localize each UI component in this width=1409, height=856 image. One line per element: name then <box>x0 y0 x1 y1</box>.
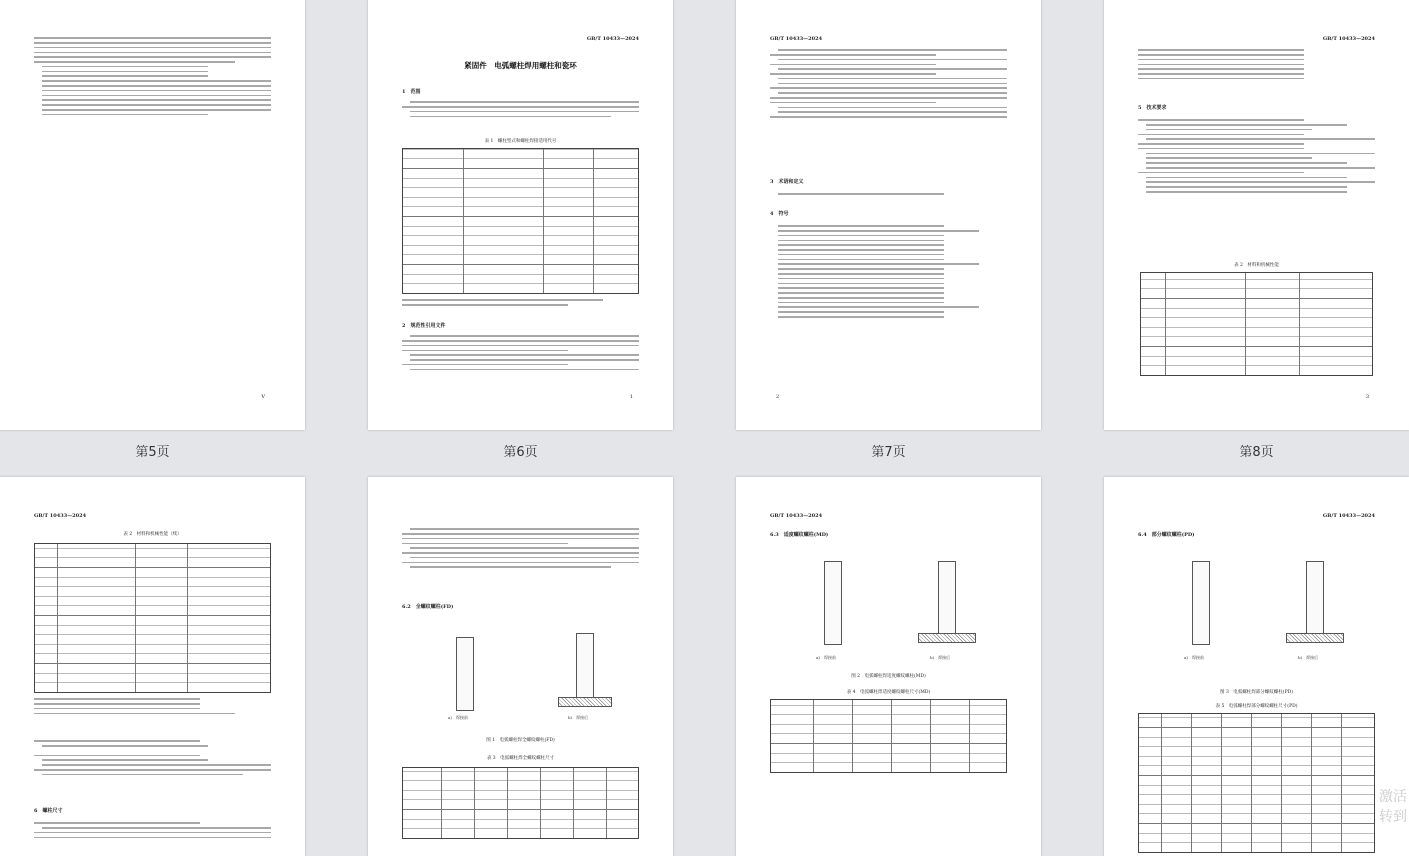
figure-subcaption-a: a) 焊接前 <box>448 715 468 720</box>
section-text <box>34 737 271 778</box>
document-page-12[interactable] <box>1104 477 1409 856</box>
section-heading: 3 术语和定义 <box>770 179 804 185</box>
section-heading: 6 螺柱尺寸 <box>34 808 63 814</box>
base-plate <box>1286 633 1344 643</box>
page-header: GB/T 10433—2024 <box>770 36 823 42</box>
page-label-5[interactable]: 第5页 <box>135 445 170 460</box>
section-heading: 6.3 适度螺纹螺柱(MD) <box>770 532 829 538</box>
base-plate <box>558 697 612 707</box>
table-1 <box>402 148 639 294</box>
table-2-continued <box>34 543 271 693</box>
table-footnotes <box>402 296 639 309</box>
page-number: 2 <box>776 394 780 400</box>
section-heading: 2 规范性引用文件 <box>402 323 446 329</box>
table-2 <box>1140 272 1373 376</box>
figure-subcaption-b: b) 焊接后 <box>1298 655 1319 660</box>
section-heading: 4 符号 <box>770 211 789 217</box>
symbol-list <box>1138 46 1375 83</box>
page-label-7[interactable]: 第7页 <box>871 445 906 460</box>
figure-subcaption-b: b) 焊接后 <box>568 715 589 720</box>
document-title: 紧固件 电弧螺柱焊用螺柱和瓷环 <box>464 61 577 70</box>
stud-after-weld <box>938 561 956 635</box>
section-heading: 6.4 部分螺纹螺柱(PD) <box>1138 532 1195 538</box>
document-page-11[interactable] <box>736 477 1041 856</box>
stud-after-weld <box>1306 561 1324 635</box>
stud-before-weld <box>1192 561 1210 645</box>
figure-2 <box>776 543 1001 667</box>
page-header: GB/T 10433—2024 <box>1322 36 1375 42</box>
stud-before-weld <box>824 561 842 645</box>
figure-subcaption-a: a) 焊接前 <box>1184 655 1204 660</box>
document-page-10[interactable] <box>368 477 673 856</box>
figure-subcaption-b: b) 焊接后 <box>930 655 951 660</box>
activation-watermark: 激活 转到 <box>1379 789 1407 825</box>
document-page-7[interactable] <box>736 0 1041 430</box>
figure-3 <box>1144 543 1369 667</box>
table-4 <box>770 699 1007 773</box>
page-label-6[interactable]: 第6页 <box>503 445 538 460</box>
table-caption: 表 5 电弧螺柱焊部分螺纹螺柱尺寸(PD) <box>1215 704 1298 709</box>
section-heading: 6.2 全螺纹螺柱(FD) <box>402 604 454 610</box>
table-caption: 表 2 材料和机械性能（续） <box>123 532 182 537</box>
section-heading: 1 范围 <box>402 89 421 95</box>
table-3 <box>402 767 639 839</box>
page-header: GB/T 10433—2024 <box>770 513 823 519</box>
document-page-8[interactable] <box>1104 0 1409 430</box>
page-header: GB/T 10433—2024 <box>34 513 87 519</box>
page-body-text <box>34 34 271 118</box>
document-page-5[interactable] <box>0 0 305 430</box>
figure-subcaption-a: a) 焊接前 <box>816 655 836 660</box>
figure-caption: 图 2 电弧螺柱焊适度螺纹螺柱(MD) <box>851 674 926 679</box>
page-label-8[interactable]: 第8页 <box>1239 445 1274 460</box>
table-caption: 表 1 螺柱型式和螺柱焊接适用代号 <box>484 139 557 144</box>
section-text <box>770 190 1007 198</box>
section-text <box>1138 116 1375 196</box>
table-caption: 表 3 电弧螺柱焊全螺纹螺柱尺寸 <box>486 756 555 761</box>
page-header: GB/T 10433—2024 <box>1322 513 1375 519</box>
page-header: GB/T 10433—2024 <box>586 36 639 42</box>
page-body-text <box>770 46 1007 121</box>
document-page-9[interactable] <box>0 477 305 856</box>
table-caption: 表 2 材料和机械性能 <box>1234 263 1279 268</box>
figure-caption: 图 3 电弧螺柱焊部分螺纹螺柱(PD) <box>1220 690 1293 695</box>
stud-after-weld <box>576 633 594 699</box>
figure-1 <box>408 617 633 727</box>
table-5 <box>1138 713 1375 853</box>
base-plate <box>918 633 976 643</box>
section-text <box>34 819 271 841</box>
section-text <box>402 98 639 120</box>
table-footnotes <box>34 695 271 717</box>
symbol-list <box>770 222 1007 321</box>
document-page-6[interactable] <box>368 0 673 430</box>
section-text <box>402 332 639 373</box>
page-body-text <box>402 525 639 571</box>
stud-before-weld <box>456 637 474 711</box>
section-heading: 5 技术要求 <box>1138 105 1167 111</box>
page-number: V <box>261 394 265 400</box>
page-number: 3 <box>1365 394 1369 400</box>
page-number: 1 <box>629 394 633 400</box>
figure-caption: 图 1 电弧螺柱焊全螺纹螺柱(FD) <box>486 738 555 743</box>
table-caption: 表 4 电弧螺柱焊适度螺纹螺柱尺寸(MD) <box>846 690 931 695</box>
